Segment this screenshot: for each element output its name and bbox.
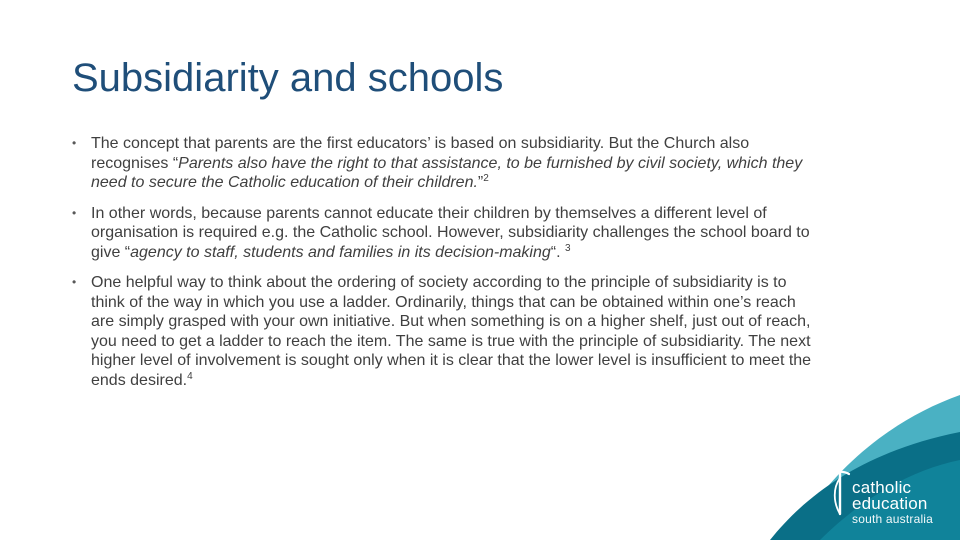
bullet-text-italic: Parents also have the right to that assistance, to be furnished by civil society, which they need to secure the Catholic education of their children. <box>91 154 803 191</box>
bullet-text: One helpful way to think about the ordering of society according to the principle of subsidiarity is to think of the way in which you use a ladder. Ordinarily, things that can be obtained within one’s reach are simply grasped with your own initiative. But when something is on a higher shelf, just out of reach, you need to get a ladder to reach the item. The same is true with the principle of subsidiarity. The next higher level of involvement is sought only when it is clear that the lower level is insufficient to meet the ends desired. <box>91 274 812 389</box>
bullet-icon: • <box>72 205 77 220</box>
logo-line-education: education <box>852 494 928 513</box>
bullet-text: ” <box>477 174 484 191</box>
logo-line-region: south australia <box>852 512 934 526</box>
logo-text <box>852 480 933 526</box>
bullet-text-italic: agency to staff, students and families in its decision-making <box>130 243 551 261</box>
footnote-ref: 2 <box>483 173 489 184</box>
bullet-text: The concept that parents are the first educators’ is based on subsidiarity. But the Church also recognises “ <box>91 135 750 172</box>
catholic-education-logo <box>828 458 948 528</box>
slide-title: Subsidiarity and schools <box>72 56 504 100</box>
bullet-icon: • <box>72 136 77 150</box>
footnote-ref: 3 <box>565 242 571 254</box>
bullet-icon: • <box>72 275 77 289</box>
cross-figure-icon <box>828 458 852 518</box>
bullet-text: “. <box>550 243 565 261</box>
footnote-ref: 4 <box>187 370 193 382</box>
bullet-text: In other words, because parents cannot educate their children by themselves a different level of organisation is required e.g. the Catholic school. However, subsidiarity challenges the school board to give “ <box>91 204 810 261</box>
logo-line-catholic: catholic <box>852 478 912 497</box>
